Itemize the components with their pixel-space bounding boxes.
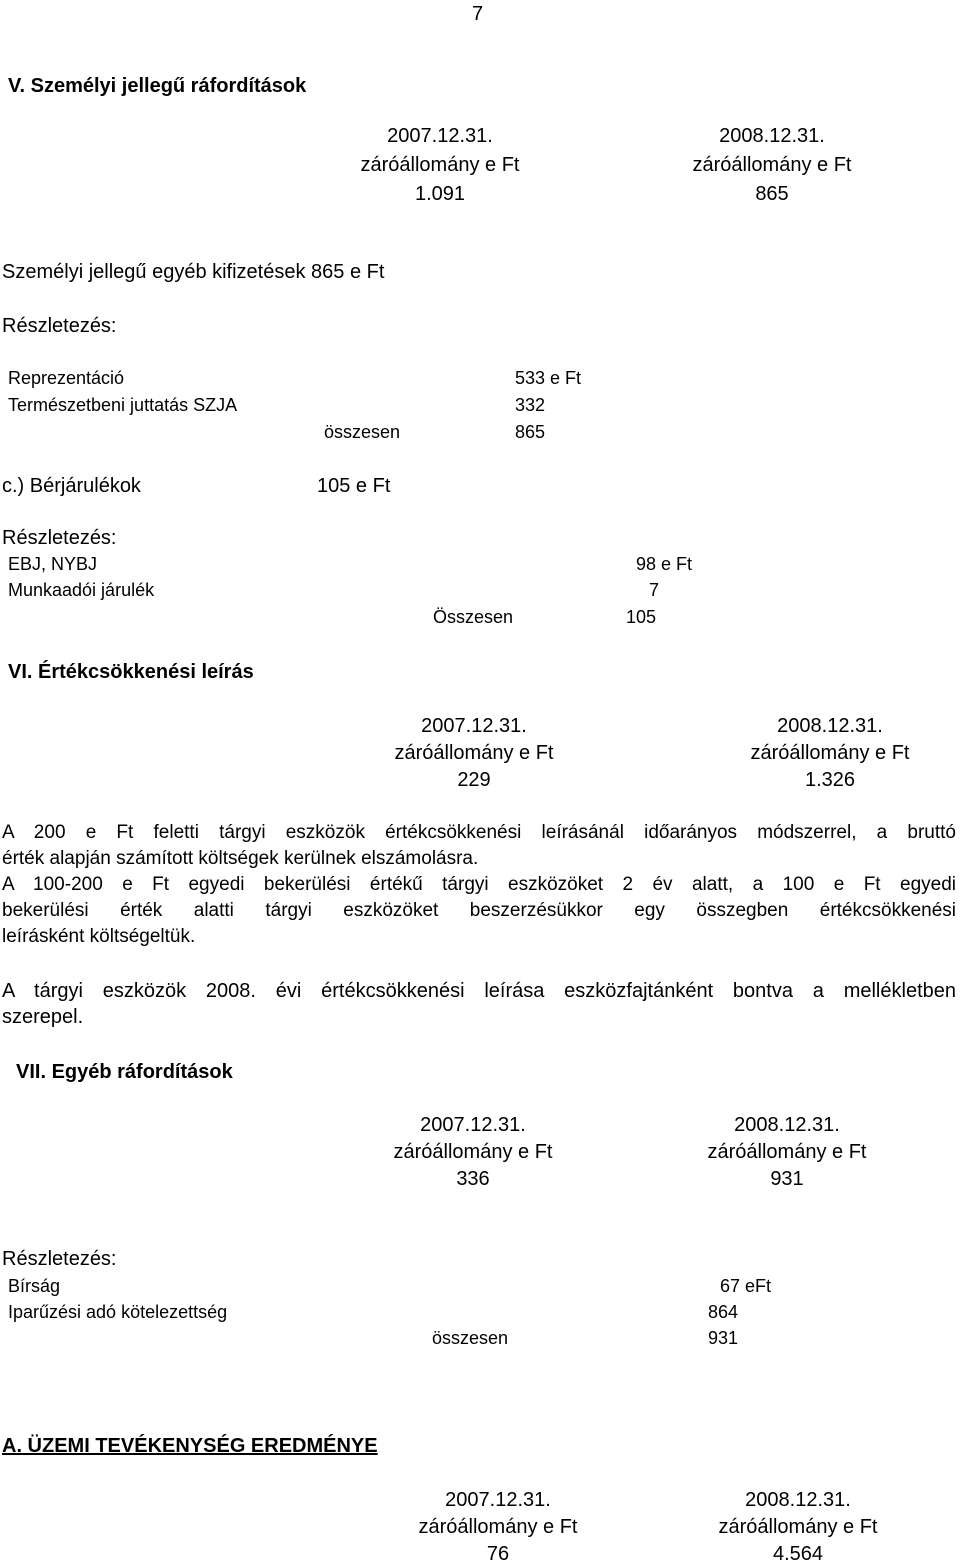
contributions-value: 105 e Ft: [317, 475, 391, 497]
contributions-label: c.) Bérjárulékok: [2, 475, 141, 497]
section-vi-col1-label: záróállomány e Ft: [394, 742, 554, 764]
section-a-col2-label: záróállomány e Ft: [718, 1516, 878, 1538]
section-a-col2-date: 2008.12.31.: [745, 1489, 851, 1511]
detail-heading: Részletezés:: [2, 527, 117, 549]
depreciation-paragraph-1: [2, 820, 956, 872]
detail-row-value: 332: [515, 395, 546, 415]
section-a-col1-label: záróállomány e Ft: [418, 1516, 578, 1538]
section-v-col1-date: 2007.12.31.: [387, 125, 493, 147]
paragraph-line: érték alapján számított költségek kerülnek elszámolásra.: [2, 848, 479, 869]
section-vii-col1-date: 2007.12.31.: [420, 1114, 526, 1136]
paragraph-line: bekerülési érték alatti tárgyi eszközöket beszerzésükkor egy összegben értékcsökkenési: [2, 900, 956, 921]
detail-heading: Részletezés:: [2, 1248, 117, 1270]
contrib-row-label: Munkaadói járulék: [8, 580, 155, 600]
section-vi-title: VI. Értékcsökkenési leírás: [8, 661, 254, 683]
section-v-title: V. Személyi jellegű ráfordítások: [8, 75, 307, 97]
other-payments-line: Személyi jellegű egyéb kifizetések 865 e Ft: [2, 261, 385, 283]
detail-heading: Részletezés:: [2, 315, 117, 337]
page-number: 7: [472, 3, 484, 25]
total-value: 865: [515, 422, 546, 442]
paragraph-line: szerepel.: [2, 1006, 84, 1028]
section-vii-col1-value: 336: [456, 1168, 490, 1190]
section-a-col1-date: 2007.12.31.: [445, 1489, 551, 1511]
section-v-col2-label: záróállomány e Ft: [692, 154, 852, 176]
section-a-col2-value: 4.564: [772, 1543, 824, 1565]
section-vi-col1-date: 2007.12.31.: [421, 715, 527, 737]
depreciation-paragraph-2: [2, 872, 956, 950]
expense-total-value: 931: [708, 1328, 739, 1348]
expense-row-label: Bírság: [8, 1276, 61, 1296]
section-vii-col1-label: záróállomány e Ft: [393, 1141, 553, 1163]
section-v-col1-value: 1.091: [414, 183, 466, 205]
section-a-title: A. ÜZEMI TEVÉKENYSÉG EREDMÉNYE: [2, 1435, 378, 1457]
contrib-row-value: 7: [649, 580, 660, 600]
section-vii-title: VII. Egyéb ráfordítások: [16, 1061, 233, 1083]
expense-row-value: 67 eFt: [720, 1276, 772, 1296]
expense-row-label: Iparűzési adó kötelezettség: [8, 1302, 228, 1322]
section-a-col1-value: 76: [486, 1543, 510, 1565]
section-v-col2-value: 865: [755, 183, 789, 205]
contrib-row-label: EBJ, NYBJ: [8, 554, 98, 574]
expense-total-label: összesen: [432, 1328, 509, 1348]
section-vi-col2-value: 1.326: [804, 769, 856, 791]
depreciation-paragraph-3: [2, 978, 956, 1030]
section-v-col1-label: záróállomány e Ft: [360, 154, 520, 176]
section-vii-col2-value: 931: [770, 1168, 804, 1190]
detail-row-value: 533 e Ft: [515, 368, 582, 388]
paragraph-line: leírásként költségeltük.: [2, 926, 196, 947]
section-vi-col2-date: 2008.12.31.: [777, 715, 883, 737]
contrib-row-value: 98 e Ft: [636, 554, 693, 574]
contrib-total-label: Összesen: [433, 607, 514, 627]
detail-row-label: Természetbeni juttatás SZJA: [8, 395, 238, 415]
paragraph-line: A tárgyi eszközök 2008. évi értékcsökkenési leírása eszközfajtánként bontva a mellékletben: [2, 980, 956, 1002]
paragraph-line: A 100-200 e Ft egyedi bekerülési értékű tárgyi eszközöket 2 év alatt, a 100 e Ft egyedi: [2, 874, 956, 895]
paragraph-line: A 200 e Ft feletti tárgyi eszközök értékcsökkenési leírásánál időarányos módszerrel, a bruttó: [2, 822, 956, 843]
section-v-col2-date: 2008.12.31.: [719, 125, 825, 147]
section-vii-col2-label: záróállomány e Ft: [707, 1141, 867, 1163]
detail-row-label: Reprezentáció: [8, 368, 125, 388]
total-label: összesen: [324, 422, 401, 442]
expense-row-value: 864: [708, 1302, 739, 1322]
section-vi-col2-label: záróállomány e Ft: [750, 742, 910, 764]
contrib-total-value: 105: [626, 607, 657, 627]
section-vi-col1-value: 229: [457, 769, 491, 791]
section-vii-col2-date: 2008.12.31.: [734, 1114, 840, 1136]
